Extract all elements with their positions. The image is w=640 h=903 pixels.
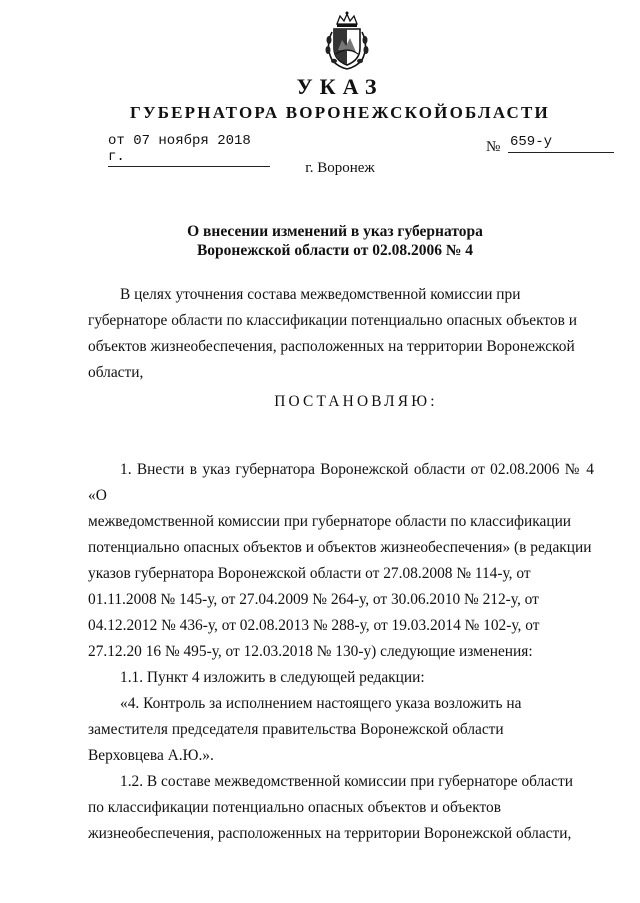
document-title-line: Воронежской области от 02.08.2006 № 4: [196, 242, 474, 259]
item1-line: 27.12.20 16 № 495-у, от 12.03.2018 № 130-у) следующие изменения:: [88, 643, 533, 660]
quote-line: Верховцева А.Ю.».: [88, 747, 214, 764]
item1-line: потенциально опасных объектов и объектов жизнеобеспечения» (в редакции: [88, 539, 592, 556]
preamble-line: объектов жизнеобеспечения, расположенных на территории Воронежской: [88, 338, 575, 355]
quote-line: заместителя председателя правительства Воронежской области: [88, 721, 504, 738]
document-title: [0, 222, 640, 260]
preamble-line: В целях уточнения состава межведомственной комиссии при: [120, 286, 521, 303]
preamble-line: [88, 308, 594, 334]
city-label: г. Воронеж: [305, 160, 375, 176]
quote-line: «4. Контроль за исполнением настоящего указа возложить на: [120, 695, 522, 712]
preamble-line: области,: [88, 364, 144, 381]
item1-2-line: по классификации потенциально опасных объектов и объектов: [88, 799, 501, 816]
document-title-line: О внесении изменений в указ губернатора: [187, 223, 483, 240]
preamble-line-text: губернаторе области по классификации потенциально опасных объектов и: [88, 312, 577, 329]
coat-of-arms-icon: [322, 10, 372, 72]
resolve-heading: ПОСТАНОВЛЯЮ:: [274, 393, 438, 410]
decree-number-block: [486, 136, 614, 156]
item1-2-line: 1.2. В составе межведомственной комиссии при губернаторе области: [120, 773, 573, 790]
item1-line: указов губернатора Воронежской области от 27.08.2008 № 114-у, от: [88, 565, 531, 582]
item1-line: межведомственной комиссии при губернаторе области по классификации: [88, 513, 572, 530]
item1-line: 01.11.2008 № 145-у, от 27.04.2009 № 264-у, от 30.06.2010 № 212-у, от: [88, 591, 539, 608]
decree-date: от 07 ноября 2018 г.: [108, 133, 270, 167]
item1-line: 04.12.2012 № 436-у, от 02.08.2013 № 288-у, от 19.03.2014 № 102-у, от: [88, 617, 540, 634]
decree-heading: УКАЗ: [296, 74, 384, 99]
number-underline: [508, 152, 614, 153]
number-sign: №: [486, 139, 501, 155]
decree-number: 659-у: [510, 134, 553, 150]
item1-2-line: жизнеобеспечения, расположенных на территории Воронежской области,: [88, 825, 572, 842]
item1-line: 1. Внести в указ губернатора Воронежской области от 02.08.2006 № 4 «О: [88, 461, 594, 504]
item1-1-line: 1.1. Пункт 4 изложить в следующей редакции:: [120, 669, 425, 686]
decree-body: [88, 282, 594, 847]
issuer-heading: ГУБЕРНАТОРА ВОРОНЕЖСКОЙОБЛАСТИ: [130, 103, 550, 122]
